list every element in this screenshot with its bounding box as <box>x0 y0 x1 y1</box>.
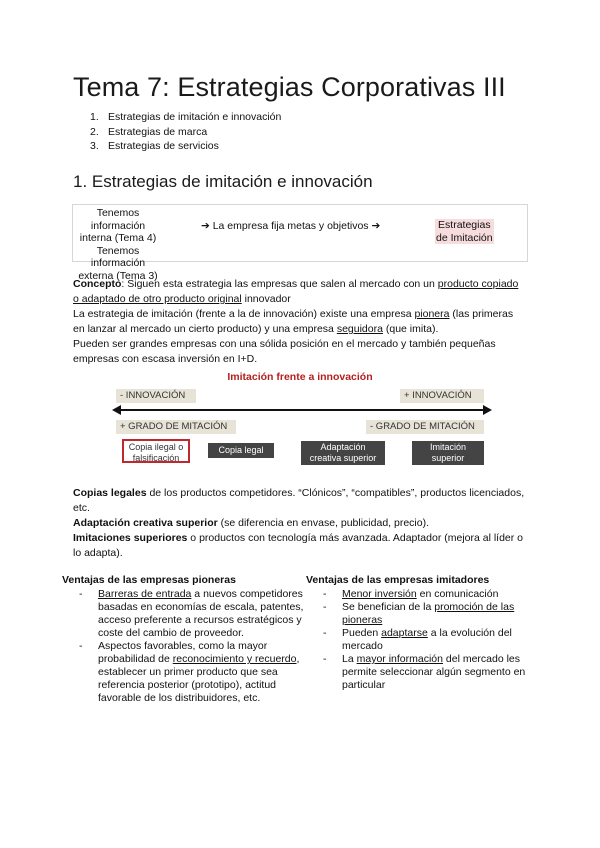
list-item: - Aspectos favorables, como la mayor probabilidad de reconocimiento y recuerdo, establecer un primer producto que sea referencia posterior (prototipo), actitud favorable de los distribuidores, etc. <box>79 640 300 704</box>
plus-imitation-degree-label: + GRADO DE MITACIÓN <box>116 420 236 434</box>
imitator-advantages <box>306 574 542 692</box>
concept-paragraph: Concepto: Siguen esta estrategia las empresas que salen al mercado con un producto copiado o adaptado de otro producto original innovador La estrategia de imitación (frente a la de innovación) existe una empresa pionera (las primeras en lanzar al mercado un cierto producto) y una empresa seguidora (que imita). Pueden ser grandes empresas con una sólida posición en el mercado y también pequeñas empresas con escasa inversión en I+D. <box>73 278 519 365</box>
pioneer-advantages <box>62 574 310 705</box>
toc-item: 2. Estrategias de marca <box>90 125 208 138</box>
list-item: - La mayor información del mercado les permite seleccionar algún segmento en particular <box>323 653 526 691</box>
imitator-heading: Ventajas de las empresas imitadores <box>306 574 490 586</box>
box-creative-adaptation: Adaptación creativa superior <box>301 441 385 465</box>
toc-item: 1. Estrategias de imitación e innovación <box>90 111 282 123</box>
toc-item: 3. Estrategias de servicios <box>90 140 219 152</box>
figure-title: Imitación frente a innovación <box>227 371 373 383</box>
pioneer-heading: Ventajas de las empresas pioneras <box>62 574 236 586</box>
flow-process: ➔ La empresa fija metas y objetivos ➔ <box>201 220 381 232</box>
flow-box <box>72 204 528 282</box>
minus-innovation-label: - INNOVACIÓN <box>116 389 196 403</box>
flow-output: Estrategias de Imitación <box>436 219 493 244</box>
list-item: - Menor inversión en comunicación <box>323 588 499 600</box>
arrow-left-head <box>112 405 121 415</box>
flow-inputs: Tenemos información interna (Tema 4) Tenemos información externa (Tema 3) <box>78 207 158 282</box>
box-legal-copy: Copia legal <box>208 443 274 458</box>
list-item: - Barreras de entrada a nuevos competidores basadas en economías de escala, patentes, acceso preferente a recursos estratégicos y coste del cambio de proveedor. <box>79 588 304 639</box>
minus-imitation-degree-label: - GRADO DE MITACIÓN <box>366 420 484 434</box>
page-title: Tema 7: Estrategias Corporativas III <box>73 72 506 102</box>
plus-innovation-label: + INNOVACIÓN <box>400 389 484 403</box>
arrow-right-head <box>483 405 492 415</box>
table-of-contents <box>90 110 281 154</box>
double-arrow <box>112 402 492 418</box>
box-superior-imitation: Imitación superior <box>412 441 484 465</box>
box-illegal-copy: Copia ilegal o falsificación <box>122 439 190 463</box>
list-item: - Pueden adaptarse a la evolución del mercado <box>323 627 512 652</box>
definitions-paragraph: Copias legales de los productos competidores. “Clónicos”, “compatibles”, productos licenciados, etc. Adaptación creativa superior (se diferencia en envase, publicidad, precio). Imitaciones superiores o productos con tecnología más avanzada. Adaptador (mejora al líder o lo adapta). <box>73 487 525 559</box>
list-item: - Se benefician de la promoción de las pioneras <box>323 601 515 626</box>
section-heading: 1. Estrategias de imitación e innovación <box>73 172 373 191</box>
